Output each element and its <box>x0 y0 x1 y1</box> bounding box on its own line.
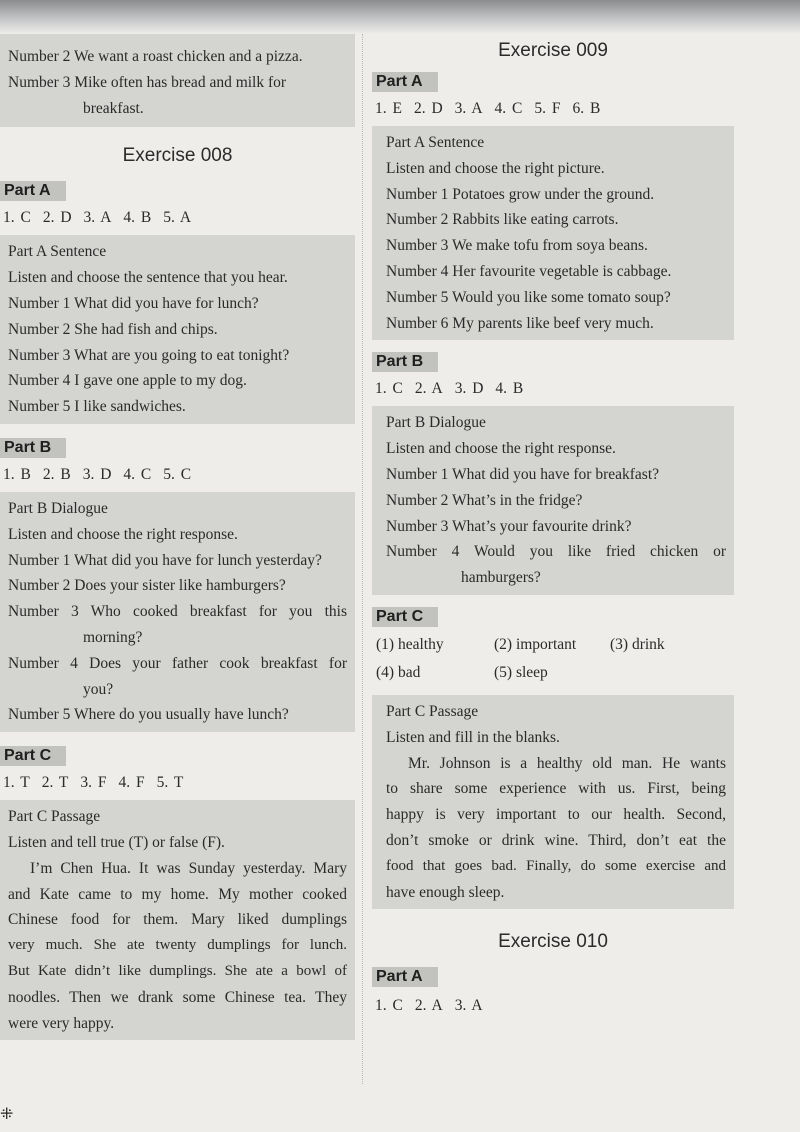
part-a-label: Part A <box>0 181 66 201</box>
answer: 5. C <box>163 465 192 483</box>
column-divider <box>362 34 363 1084</box>
line: Number 2 Rabbits like eating carrots. <box>386 211 619 229</box>
line: Number 1 What did you have for lunch? <box>8 294 259 312</box>
part-b-answers <box>0 466 355 484</box>
line: Listen and choose the right response. <box>8 525 238 543</box>
line: breakfast. <box>83 99 144 117</box>
answer: 6. B <box>572 100 601 117</box>
line: Number 5 Where do you usually have lunch? <box>8 706 289 724</box>
line: Number 5 I like sandwiches. <box>8 398 186 416</box>
line: hamburgers? <box>461 569 541 587</box>
line: Part A Sentence <box>386 134 485 151</box>
part-a-label: Part A <box>372 967 438 987</box>
answer: 2. D <box>42 209 72 227</box>
line: very much. She ate twenty dumplings for lunch. <box>8 937 347 954</box>
part-b-transcript <box>372 406 734 595</box>
line: I’m Chen Hua. It was Sunday yesterday. Mary <box>30 859 347 877</box>
answer: 3. D <box>454 380 484 398</box>
right-column <box>372 34 734 1015</box>
page-ornament: ⁜ <box>0 1104 14 1123</box>
answer: 2. A <box>414 997 443 1015</box>
line: and Kate came to my home. My mother cooked <box>8 885 347 903</box>
answer: 2. T <box>41 774 69 792</box>
line: Number 4 Does your father cook breakfast for <box>8 654 347 672</box>
line: Number 6 My parents like beef very much. <box>386 314 654 332</box>
answer: 4. B <box>123 209 152 227</box>
line: morning? <box>83 628 143 646</box>
line: Number 3 What are you going to eat tonight? <box>8 346 290 364</box>
line: happy is very important to our health. Second, <box>386 806 726 824</box>
part-c-label: Part C <box>372 607 438 627</box>
part-a-answers <box>0 209 355 227</box>
part-c-transcript <box>0 800 355 1040</box>
part-a-answers <box>372 100 734 118</box>
line: noodles. Then we drank some Chinese tea. They <box>8 988 347 1006</box>
answer: 1. C <box>3 209 31 227</box>
line: Number 3 We make tofu from soya beans. <box>386 237 648 255</box>
answer: 2. D <box>413 100 443 117</box>
part-c-answers <box>0 774 355 792</box>
part-a-transcript <box>0 235 355 424</box>
line: Number 2 She had fish and chips. <box>8 320 218 338</box>
answer: 1. T <box>3 774 30 792</box>
answer: 4. C <box>494 100 523 117</box>
exercise-title: Exercise 010 <box>498 931 608 953</box>
line: Number 5 Would you like some tomato soup? <box>386 288 671 306</box>
line: were very happy. <box>8 1014 115 1032</box>
answer: 2. B <box>42 465 71 483</box>
line: Number 4 I gave one apple to my dog. <box>8 372 247 390</box>
line: Number 1 Potatoes grow under the ground. <box>386 185 655 203</box>
answer: 1. C <box>375 997 403 1015</box>
part-b-label: Part B <box>372 352 438 372</box>
answer: 2. A <box>414 380 443 398</box>
answer: 3. A <box>454 997 483 1015</box>
line: to share some experience with us. First, being <box>386 780 726 798</box>
part-c-transcript <box>372 695 734 909</box>
line: But Kate didn’t like dumplings. She ate a bowl of <box>8 962 347 979</box>
answer: 4. C <box>123 465 152 483</box>
part-a-answers <box>372 997 734 1015</box>
line: Number 3 Who cooked breakfast for you this <box>8 603 347 621</box>
line: Number 3 Mike often has bread and milk for <box>8 73 287 91</box>
answer: 3. F <box>80 774 107 792</box>
line: Number 1 What did you have for breakfast? <box>386 465 660 483</box>
part-a-transcript <box>372 126 734 340</box>
line: Number 2 What’s in the fridge? <box>386 491 583 509</box>
answer: (4) bad <box>376 663 421 681</box>
answer: 5. T <box>156 774 184 792</box>
line: Part A Sentence <box>8 243 107 261</box>
line: Listen and choose the sentence that you hear. <box>8 269 288 287</box>
answer: (3) drink <box>610 635 665 653</box>
answer: 5. A <box>163 209 192 227</box>
carryover-box <box>0 34 355 127</box>
part-c-label: Part C <box>0 746 66 766</box>
line: Chinese food for them. Mary liked dumplings <box>8 911 347 929</box>
exercise-title: Exercise 008 <box>122 145 233 167</box>
line: Listen and choose the right response. <box>386 440 616 458</box>
answer: 1. B <box>3 465 31 483</box>
answer: (2) important <box>494 635 577 653</box>
answer: 3. A <box>83 209 112 227</box>
line: Part C Passage <box>8 808 101 826</box>
line: Mr. Johnson is a healthy old man. He wants <box>408 754 726 772</box>
answer: 4. F <box>118 774 145 792</box>
line: Number 4 Her favourite vegetable is cabbage. <box>386 262 672 280</box>
answer: 3. D <box>82 465 112 483</box>
answer: 1. E <box>375 100 402 117</box>
left-column <box>0 34 355 1040</box>
part-a-label: Part A <box>372 72 438 92</box>
line: Listen and choose the right picture. <box>386 159 605 177</box>
answer: (5) sleep <box>494 663 548 681</box>
answer: 4. B <box>495 380 524 398</box>
answer: 3. A <box>454 100 483 117</box>
part-b-label: Part B <box>0 438 66 458</box>
line: Listen and fill in the blanks. <box>386 728 560 746</box>
part-c-answers <box>372 631 734 687</box>
answer: 5. F <box>534 100 561 117</box>
line: Part C Passage <box>386 702 479 720</box>
line: Number 3 What’s your favourite drink? <box>386 517 632 535</box>
line: don’t smoke or drink wine. Third, don’t eat the <box>386 831 726 849</box>
answer: (1) healthy <box>376 635 444 653</box>
line: Number 2 We want a roast chicken and a pizza. <box>8 48 303 65</box>
scan-top-edge <box>0 0 800 34</box>
line: Part B Dialogue <box>8 499 108 517</box>
part-b-answers <box>372 380 734 398</box>
exercise-title: Exercise 009 <box>498 40 608 61</box>
line: Number 1 What did you have for lunch yesterday? <box>8 551 322 569</box>
line: you? <box>83 680 114 698</box>
line: food that goes bad. Finally, do some exercise and <box>386 857 726 874</box>
line: Number 2 Does your sister like hamburgers? <box>8 577 286 595</box>
answer: 1. C <box>375 380 403 398</box>
line: have enough sleep. <box>386 883 505 901</box>
line: Number 4 Would you like fried chicken or <box>386 543 726 561</box>
part-b-transcript <box>0 492 355 732</box>
line: Listen and tell true (T) or false (F). <box>8 833 225 851</box>
line: Part B Dialogue <box>386 414 486 432</box>
